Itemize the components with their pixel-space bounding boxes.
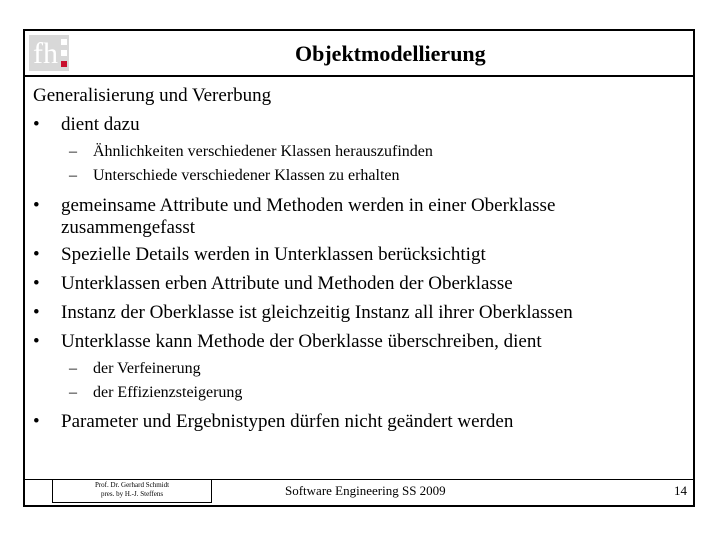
author-line-2: pres. by H.-J. Steffens: [100, 490, 164, 498]
dash-symbol: –: [69, 167, 77, 184]
bullet-text: Instanz der Oberklasse ist gleichzeitig Instanz all ihrer Oberklassen: [61, 302, 573, 323]
bullet-text: zusammengefasst: [61, 217, 196, 238]
section-title: Generalisierung und Vererbung: [33, 85, 272, 106]
bullet-symbol: •: [33, 411, 40, 432]
author-credit: [53, 481, 211, 499]
page-number: 14: [674, 483, 687, 498]
dash-symbol: –: [69, 360, 77, 377]
slide-title: Objektmodellierung: [295, 41, 486, 66]
sub-text: Unterschiede verschiedener Klassen zu erhalten: [93, 167, 400, 184]
bullet-symbol: •: [33, 302, 40, 323]
sub-text: der Effizienzsteigerung: [93, 384, 243, 401]
bullet-text: Unterklassen erben Attribute und Methoden der Oberklasse: [61, 273, 513, 294]
bullet-text: gemeinsame Attribute und Methoden werden in einer Oberklasse: [61, 195, 556, 216]
slide-footer: [25, 479, 693, 505]
author-line-1: Prof. Dr. Gerhard Schmidt: [94, 481, 170, 489]
author-box: [52, 479, 212, 503]
sub-text: der Verfeinerung: [93, 360, 201, 377]
bullet-text: dient dazu: [61, 114, 140, 135]
bullet-symbol: •: [33, 114, 40, 135]
bullet-symbol: •: [33, 273, 40, 294]
bullet-text: Parameter und Ergebnistypen dürfen nicht geändert werden: [61, 411, 514, 432]
sub-text: Ähnlichkeiten verschiedener Klassen herauszufinden: [93, 143, 433, 160]
dash-symbol: –: [69, 384, 77, 401]
bullet-symbol: •: [33, 244, 40, 265]
course-name: Software Engineering SS 2009: [285, 483, 446, 498]
slide-frame: [23, 29, 695, 507]
bullet-symbol: •: [33, 331, 40, 352]
fh-logo-icon: [27, 33, 71, 73]
bullet-text: Unterklasse kann Methode der Oberklasse überschreiben, dient: [61, 331, 542, 352]
bullet-text: Spezielle Details werden in Unterklassen berücksichtigt: [61, 244, 486, 265]
slide-header: [25, 31, 693, 77]
svg-text:fh: fh: [33, 37, 58, 70]
dash-symbol: –: [69, 143, 77, 160]
bullet-symbol: •: [33, 195, 40, 216]
